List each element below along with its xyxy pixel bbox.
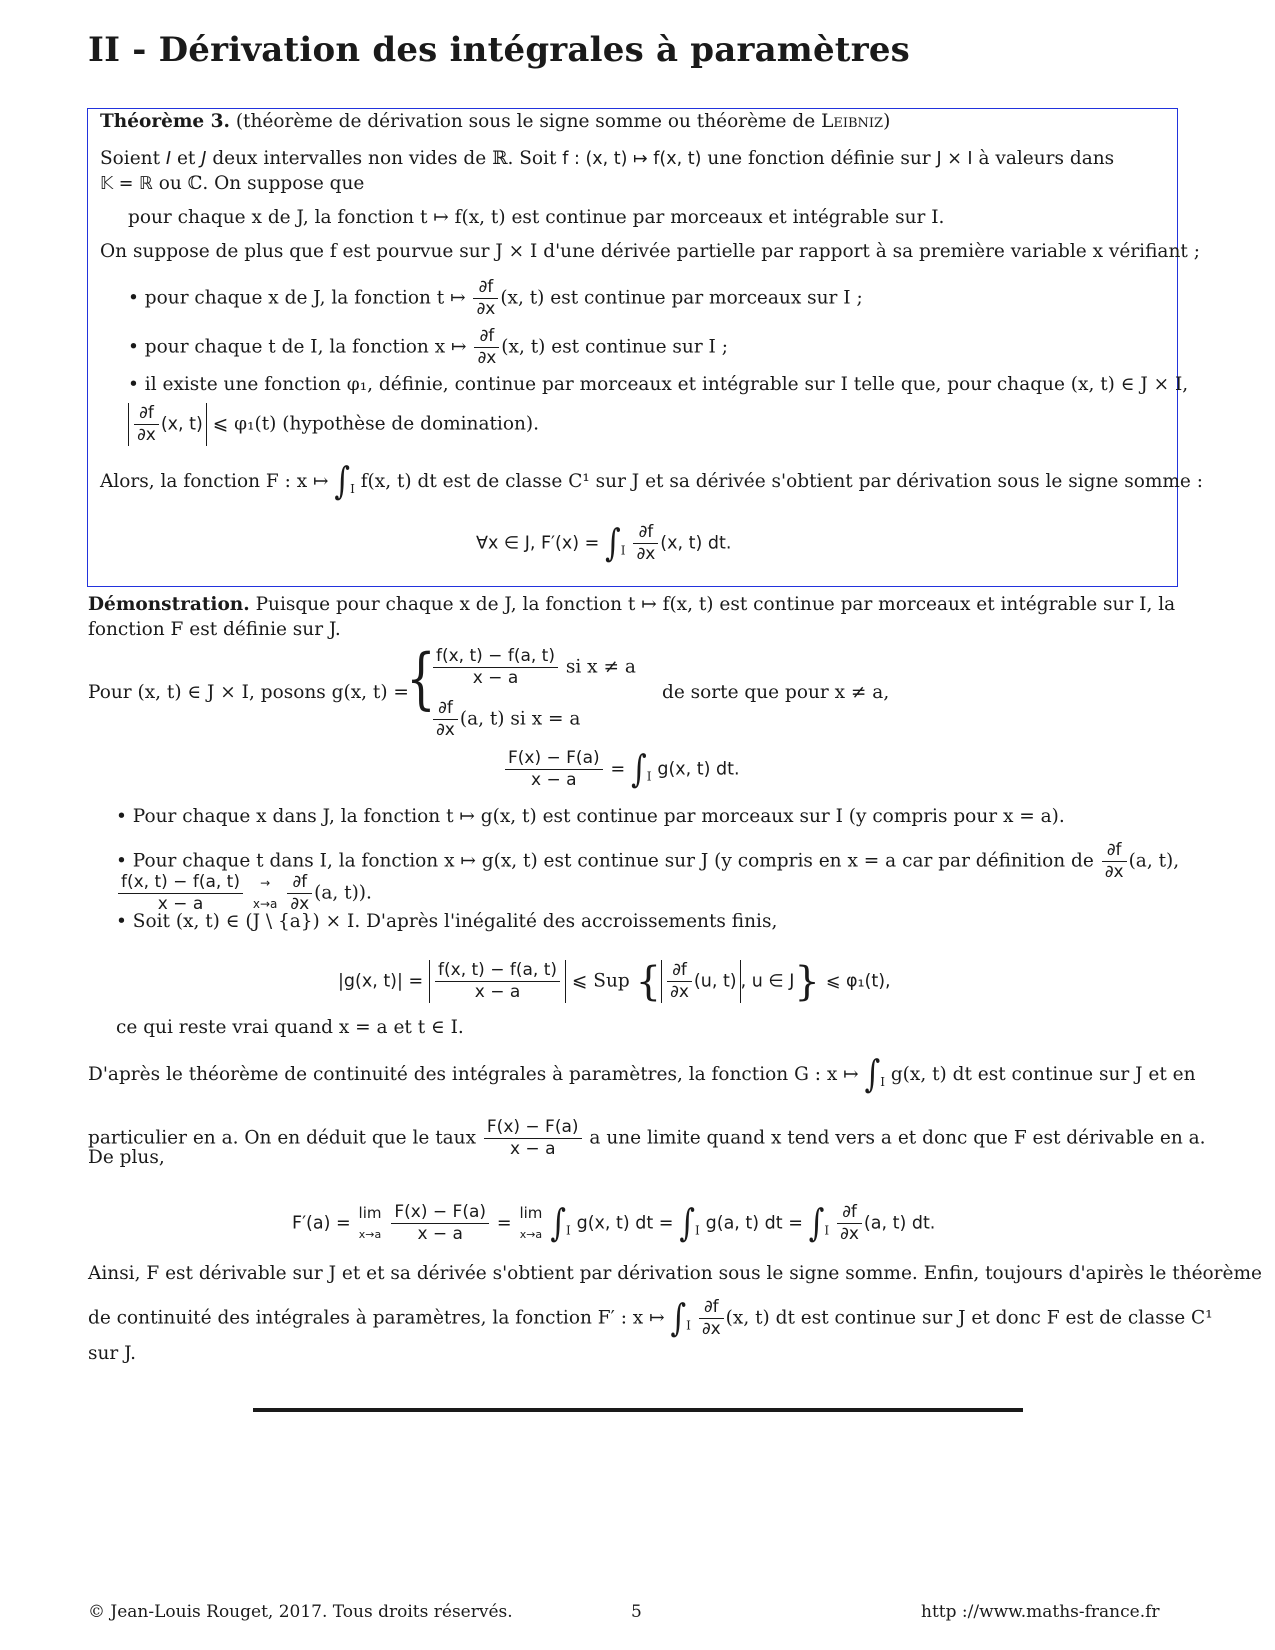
proof-ainsi: Ainsi, F est dérivable sur J et et sa dérivée s'obtient par dérivation sous le signe somme. Enfin, toujours d'apirès le théorème [88, 1263, 1262, 1284]
theorem-heading: Théorème 3. (théorème de dérivation sous le signe somme ou théorème de Leibniz) [100, 111, 891, 132]
cases-brace: { [406, 640, 436, 717]
proof-bullet-1: • Pour chaque x dans J, la fonction t ↦ g(x, t) est continue par morceaux sur I (y compris pour x = a). [116, 806, 1065, 827]
case-2: $\frac{\partial f}{\partial x}$ (a, t) si x = a [431, 698, 580, 741]
proof-final-equation: F′(a) = lim x→a $\frac{F(x) - F(a)}{x - a}$ = lim x→a $\int_I$ g(x, t) dt = $\int_I$ g(a, t) dt = $\int_I$ $\frac{\partial f}{\partial x}$ (a, t) dt. [292, 1201, 936, 1245]
proof-bullet-2: • Pour chaque t dans I, la fonction x ↦ g(x, t) est continue sur J (y compris en x = a car par définition de $\frac{\partial f}{\partial x}$ (a, t), [116, 840, 1180, 882]
proof-definition-g: Pour (x, t) ∈ J × I, posons g(x, t) = [88, 682, 409, 703]
proof-surj: sur J. [88, 1343, 136, 1364]
proof-bullet-3: • Soit (x, t) ∈ (J \ {a}) × I. D'après l'inégalité des accroissements finis, [116, 911, 778, 932]
proof-continuity-derivative: de continuité des intégrales à paramètres, la fonction F′ : x ↦ $\int_I$ $\frac{\partial f}{\partial x}$ (x, t) dt est continue sur J et donc F est de classe C¹ [88, 1296, 1213, 1340]
theorem-line2: 𝕂 = ℝ ou ℂ. On suppose que [100, 173, 365, 194]
theorem-bullet-2: • pour chaque t de I, la fonction x ↦ $\frac{\partial f}{\partial x}$ (x, t) est continue sur I ; [128, 326, 728, 368]
theorem-formula: ∀x ∈ J, $F'(x) = \int_I$ $\frac{\partial f}{\partial x}$ (x, t) dt. [476, 521, 732, 565]
proof-ceqi: ce qui reste vrai quand x = a et t ∈ I. [116, 1017, 464, 1038]
proof-particulier: particulier en a. On en déduit que le taux $\frac{F(x) - F(a)}{x - a}$ a une limite quand x tend vers a et donc que F est dérivable en a. [88, 1117, 1206, 1159]
proof-intro: Démonstration. Puisque pour chaque x de J, la fonction t ↦ f(x, t) est continue par morceaux et intégrable sur I, la [88, 594, 1176, 615]
proof-label: Démonstration. [88, 594, 250, 615]
section-divider [253, 1408, 1023, 1412]
proof-inequality: |g(x, t)| = $\frac{f(x, t) - f(a, t)}{x - a}$ ⩽ Sup { $\frac{\partial f}{\partial x}$ (u, t) , u ∈ J} ⩽ φ₁(t), [338, 958, 891, 1005]
proof-intro-2: fonction F est définie sur J. [88, 619, 341, 640]
proof-limit-line: $\frac{f(x, t) - f(a, t)}{x - a}$ → x→a $\frac{\partial f}{\partial x}$ (a, t)). [116, 872, 372, 915]
proof-desorte: de sorte que pour x ≠ a, [662, 682, 890, 703]
section-title: II - Dérivation des intégrales à paramètres [88, 30, 910, 70]
theorem-label: Théorème 3. [100, 111, 230, 132]
theorem-bullet-3: • il existe une fonction φ₁, définie, continue par morceaux et intégrable sur I telle que, pour chaque (x, t) ∈ J × I, [128, 374, 1189, 395]
footer-url[interactable]: http ://www.maths-france.fr [921, 1602, 1160, 1622]
case-1: $\frac{f(x, t) - f(a, t)}{x - a}$ si x ≠ a [431, 646, 636, 689]
theorem-domination: $\frac{\partial f}{\partial x}$ (x, t) ⩽ φ₁(t) (hypothèse de domination). [128, 403, 539, 446]
theorem-conclusion: Alors, la fonction F : x ↦ $\int_I$ f(x, t) dt est de classe C¹ sur J et sa dérivée s'obtient par dérivation sous le signe somme : [100, 459, 1203, 504]
theorem-line4: On suppose de plus que f est pourvue sur J × I d'une dérivée partielle par rapport à sa première variable x vérifiant ; [100, 241, 1200, 262]
proof-rate-equation: $\frac{F(x) - F(a)}{x - a}$ = $\int_I$ g(x, t) dt. [503, 748, 740, 791]
proof-continuity: D'après le théorème de continuité des intégrales à paramètres, la fonction G : x ↦ $\int_I$ g(x, t) dt est continue sur J et en [88, 1052, 1196, 1097]
theorem-hypothesis: pour chaque x de J, la fonction t ↦ f(x, t) est continue par morceaux et intégrable sur I. [128, 207, 945, 228]
footer-copyright: © Jean-Louis Rouget, 2017. Tous droits réservés. [88, 1602, 513, 1622]
theorem-line1: Soient I et J deux intervalles non vides de ℝ. Soit f : (x, t) ↦ f(x, t) une fonction définie sur J × I à valeurs dans [100, 148, 1115, 169]
theorem-bullet-1: • pour chaque x de J, la fonction t ↦ $\frac{\partial f}{\partial x}$ (x, t) est continue par morceaux sur I ; [128, 277, 863, 319]
proof-deplus: De plus, [88, 1147, 165, 1168]
footer-page-number: 5 [631, 1602, 642, 1622]
